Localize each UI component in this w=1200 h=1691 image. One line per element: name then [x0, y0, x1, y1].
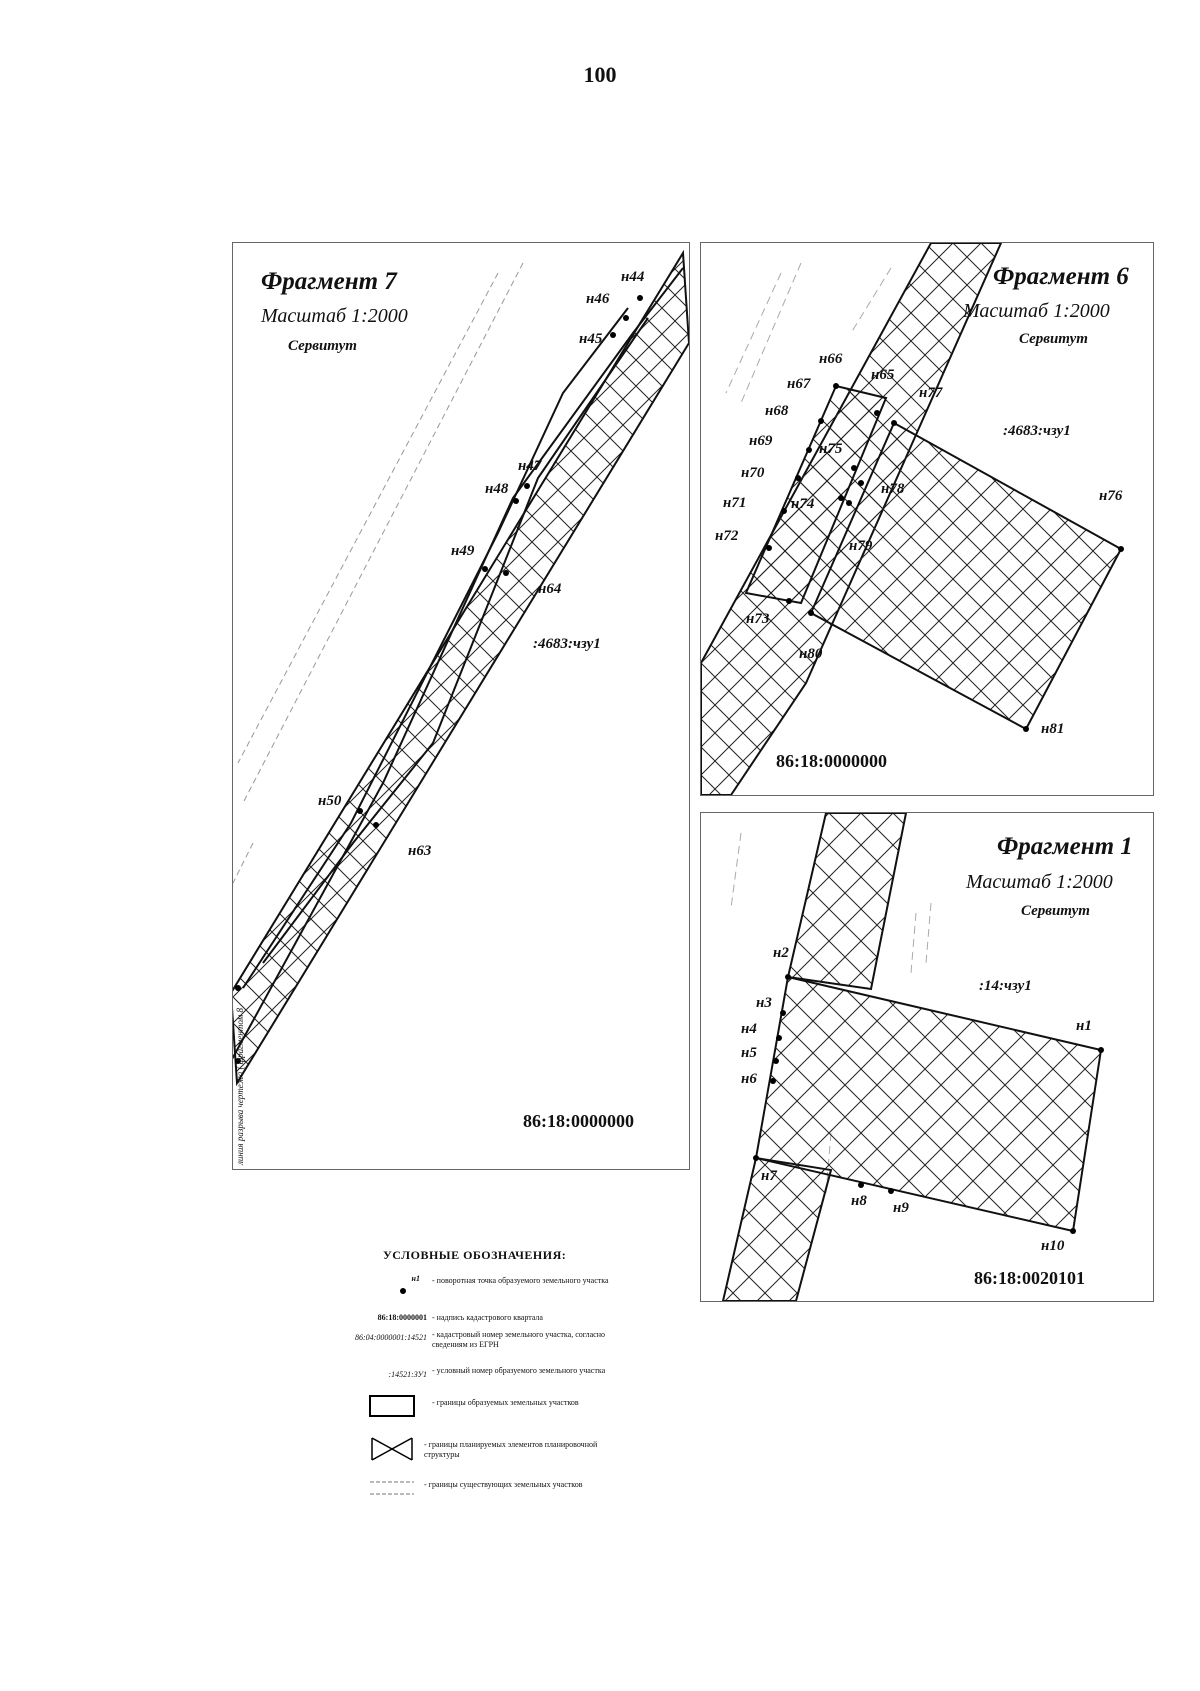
planned-corridor: [233, 253, 689, 1083]
point-label-n2: н2: [773, 945, 789, 961]
fragment-1-parcel-label: :14:чзу1: [979, 978, 1032, 994]
legend-point-symbol: [398, 1286, 408, 1296]
point-label-n77: н77: [919, 385, 943, 401]
legend-text-planned-structure: - границы планируемых элементов планировочной структуры: [424, 1440, 598, 1459]
fragment-6-map: [701, 243, 1153, 795]
point-label-n4: н4: [741, 1021, 757, 1037]
legend-text-point: - поворотная точка образуемого земельного участка: [432, 1276, 609, 1285]
legend-planned-structure-symbol: [368, 1436, 416, 1462]
point-label-n46: н46: [586, 291, 610, 307]
point-label-n47: н47: [518, 458, 542, 474]
fragment-7-scale: Масштаб 1:2000: [261, 305, 408, 327]
legend-key-cadastral: 86:04:0000001:14521: [355, 1333, 427, 1342]
fragment-1-quarter-label: 86:18:0020101: [974, 1268, 1085, 1288]
point-label-n67: н67: [787, 376, 811, 392]
point-label-n63: н63: [408, 843, 432, 859]
legend-text-existing-parcels: - границы существующих земельных участков: [424, 1480, 583, 1489]
fragment-7-easement: Сервитут: [288, 338, 357, 354]
point-label-n64: н64: [538, 581, 562, 597]
point-label-n48: н48: [485, 481, 509, 497]
legend-text-conditional: - условный номер образуемого земельного участка: [432, 1366, 606, 1375]
point-label-n50: н50: [318, 793, 342, 809]
point-label-n71: н71: [723, 495, 747, 511]
point-label-n80: н80: [799, 646, 823, 662]
legend-key-quarter: 86:18:0000001: [377, 1313, 427, 1322]
point-label-n7: н7: [761, 1168, 777, 1184]
point-label-n8: н8: [851, 1193, 867, 1209]
legend-existing-parcels-symbol: [368, 1477, 416, 1499]
legend-title: УСЛОВНЫЕ ОБОЗНАЧЕНИЯ:: [383, 1248, 567, 1262]
fragment-1-title: Фрагмент 1: [997, 833, 1133, 860]
legend-key-conditional: :14521:ЗУ1: [388, 1370, 427, 1379]
planned-corridor-north: [788, 813, 906, 989]
point-label-n3: н3: [756, 995, 772, 1011]
legend-text-cadastral: - кадастровый номер земельного участка, согласно сведениям из ЕГРН: [432, 1330, 605, 1349]
point-label-n75: н75: [819, 441, 843, 457]
fragment-7-map: [233, 243, 689, 1169]
fragment-7-frame: [232, 242, 690, 1170]
fragment-6-frame: [700, 242, 1154, 796]
fragment-6-quarter-label: 86:18:0000000: [776, 751, 887, 771]
point-label-n45: н45: [579, 331, 603, 347]
point-label-n72: н72: [715, 528, 739, 544]
point-label-n73: н73: [746, 611, 770, 627]
fragment-1-easement: Сервитут: [1021, 903, 1090, 919]
fragment-7-break-line-note: линия разрыва чертежа ( фрагментом 8: [235, 1008, 245, 1165]
point-label-n10: н10: [1041, 1238, 1065, 1254]
point-label-n1: н1: [1076, 1018, 1092, 1034]
point-label-n5: н5: [741, 1045, 757, 1061]
legend-text-parcel-boundary: - границы образуемых земельных участков: [432, 1398, 579, 1407]
point-label-n6: н6: [741, 1071, 757, 1087]
legend-text-quarter: - надпись кадастрового квартала: [432, 1313, 543, 1322]
point-label-n74: н74: [791, 496, 815, 512]
fragment-6-easement: Сервитут: [1019, 331, 1088, 347]
legend-key-point: н1: [411, 1274, 420, 1283]
point-label-n44: н44: [621, 269, 645, 285]
point-label-n69: н69: [749, 433, 773, 449]
fragment-7-title: Фрагмент 7: [261, 268, 397, 295]
point-label-n65: н65: [871, 367, 895, 383]
point-label-n79: н79: [849, 538, 873, 554]
fragment-6-parcel-label: :4683:чзу1: [1003, 423, 1071, 439]
fragment-6-scale: Масштаб 1:2000: [963, 300, 1110, 322]
page-number: 100: [583, 62, 617, 87]
legend-parcel-boundary-symbol: [368, 1394, 416, 1418]
point-label-n70: н70: [741, 465, 765, 481]
point-label-n68: н68: [765, 403, 789, 419]
point-label-n66: н66: [819, 351, 843, 367]
fragment-1-scale: Масштаб 1:2000: [966, 871, 1113, 893]
fragment-7-parcel-label: :4683:чзу1: [533, 636, 601, 652]
fragment-1-frame: [700, 812, 1154, 1302]
point-label-n9: н9: [893, 1200, 909, 1216]
point-label-n49: н49: [451, 543, 475, 559]
point-label-n76: н76: [1099, 488, 1123, 504]
point-label-n78: н78: [881, 481, 905, 497]
point-label-n81: н81: [1041, 721, 1065, 737]
planned-corridor-south: [723, 1158, 831, 1301]
fragment-6-title: Фрагмент 6: [993, 263, 1129, 290]
fragment-7-quarter-label: 86:18:0000000: [523, 1111, 634, 1131]
